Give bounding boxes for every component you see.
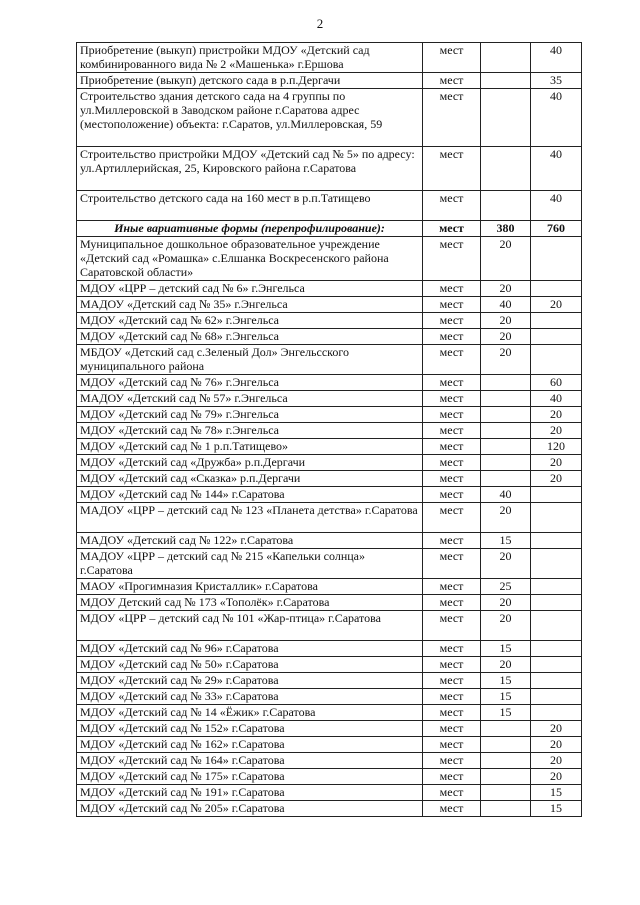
row-unit-cell: мест — [423, 549, 481, 579]
row-unit-cell: мест — [423, 191, 481, 221]
row-value1-cell: 20 — [481, 237, 531, 281]
row-value2-cell — [531, 673, 582, 689]
row-value2-cell — [531, 657, 582, 673]
row-unit-cell: мест — [423, 487, 481, 503]
row-name-cell: МДОУ «ЦРР – детский сад № 101 «Жар-птица» г.Саратова — [77, 611, 423, 641]
row-name-cell: МДОУ «Детский сад № 78» г.Энгельса — [77, 423, 423, 439]
row-value1-cell — [481, 191, 531, 221]
row-value2-cell — [531, 705, 582, 721]
row-value2-cell: 20 — [531, 737, 582, 753]
table-row — [77, 721, 582, 737]
row-unit-cell: мест — [423, 673, 481, 689]
table-row — [77, 345, 582, 375]
row-value1-cell — [481, 471, 531, 487]
table-row — [77, 407, 582, 423]
table-body — [77, 43, 582, 817]
row-unit-cell: мест — [423, 391, 481, 407]
row-name-cell: Строительство здания детского сада на 4 группы по ул.Миллеровской в Заводском районе г.Саратова адрес (местоположение) объекта: г.Саратов, ул.Миллеровская, 59 — [77, 89, 423, 147]
table-row — [77, 375, 582, 391]
row-value1-cell — [481, 737, 531, 753]
table-row — [77, 391, 582, 407]
row-value1-cell: 20 — [481, 549, 531, 579]
table-row — [77, 673, 582, 689]
row-value1-cell — [481, 785, 531, 801]
table-row — [77, 471, 582, 487]
table-row — [77, 595, 582, 611]
row-value1-cell: 25 — [481, 579, 531, 595]
row-value1-cell: 20 — [481, 345, 531, 375]
row-unit-cell: мест — [423, 407, 481, 423]
row-value2-cell — [531, 549, 582, 579]
page-number: 2 — [316, 16, 324, 31]
row-name-cell: МДОУ «Детский сад № 205» г.Саратова — [77, 801, 423, 817]
table-row — [77, 297, 582, 313]
row-value1-cell — [481, 801, 531, 817]
row-value2-cell — [531, 641, 582, 657]
table-row — [77, 487, 582, 503]
table-row — [77, 147, 582, 191]
row-name-cell: МДОУ «Детский сад № 96» г.Саратова — [77, 641, 423, 657]
row-value2-cell: 40 — [531, 191, 582, 221]
row-value2-cell: 20 — [531, 455, 582, 471]
row-value1-cell — [481, 407, 531, 423]
row-value2-cell — [531, 611, 582, 641]
row-value1-cell — [481, 73, 531, 89]
row-value1-cell — [481, 391, 531, 407]
row-value2-cell — [531, 487, 582, 503]
table-row — [77, 329, 582, 345]
table-row — [77, 73, 582, 89]
table-row — [77, 89, 582, 147]
row-value1-cell — [481, 769, 531, 785]
row-value2-cell: 120 — [531, 439, 582, 455]
row-value1-cell: 20 — [481, 657, 531, 673]
row-name-cell: Приобретение (выкуп) детского сада в р.п.Дергачи — [77, 73, 423, 89]
row-name-cell: МАДОУ «Детский сад № 57» г.Энгельса — [77, 391, 423, 407]
row-name-cell: МДОУ «Детский сад № 191» г.Саратова — [77, 785, 423, 801]
row-name-cell: МДОУ «Детский сад № 164» г.Саратова — [77, 753, 423, 769]
row-unit-cell: мест — [423, 237, 481, 281]
row-value2-cell: 20 — [531, 721, 582, 737]
row-value2-cell: 35 — [531, 73, 582, 89]
row-value1-cell: 40 — [481, 487, 531, 503]
row-value1-cell — [481, 147, 531, 191]
table-row — [77, 785, 582, 801]
row-value2-cell: 60 — [531, 375, 582, 391]
table-row — [77, 657, 582, 673]
table-row — [77, 611, 582, 641]
row-name-cell: МАДОУ «ЦРР – детский сад № 123 «Планета детства» г.Саратова — [77, 503, 423, 533]
row-unit-cell: мест — [423, 579, 481, 595]
row-unit-cell: мест — [423, 375, 481, 391]
row-name-cell: МДОУ «Детский сад № 62» г.Энгельса — [77, 313, 423, 329]
row-value2-cell: 760 — [531, 221, 582, 237]
row-value1-cell: 15 — [481, 533, 531, 549]
row-name-cell: МДОУ «Детский сад № 144» г.Саратова — [77, 487, 423, 503]
row-value2-cell: 15 — [531, 785, 582, 801]
row-name-cell: Муниципальное дошкольное образовательное учреждение «Детский сад «Ромашка» с.Елшанка Воскресенского района Саратовской области» — [77, 237, 423, 281]
row-name-cell: МАОУ «Прогимназия Кристаллик» г.Саратова — [77, 579, 423, 595]
row-value2-cell: 15 — [531, 801, 582, 817]
row-value1-cell — [481, 721, 531, 737]
row-value2-cell — [531, 281, 582, 297]
row-value2-cell — [531, 313, 582, 329]
row-unit-cell: мест — [423, 423, 481, 439]
table-row — [77, 641, 582, 657]
row-unit-cell: мест — [423, 455, 481, 471]
row-name-cell: МДОУ «Детский сад № 68» г.Энгельса — [77, 329, 423, 345]
row-value2-cell — [531, 345, 582, 375]
row-value2-cell: 20 — [531, 407, 582, 423]
table-row — [77, 423, 582, 439]
row-unit-cell: мест — [423, 329, 481, 345]
row-unit-cell: мест — [423, 147, 481, 191]
row-value2-cell — [531, 503, 582, 533]
row-name-cell: МДОУ «Детский сад № 29» г.Саратова — [77, 673, 423, 689]
row-name-cell: МДОУ «Детский сад № 79» г.Энгельса — [77, 407, 423, 423]
row-name-cell: Строительство детского сада на 160 мест в р.п.Татищево — [77, 191, 423, 221]
row-unit-cell: мест — [423, 297, 481, 313]
table-row — [77, 753, 582, 769]
row-name-cell: МАДОУ «Детский сад № 35» г.Энгельса — [77, 297, 423, 313]
row-value2-cell: 20 — [531, 297, 582, 313]
row-unit-cell: мест — [423, 641, 481, 657]
row-unit-cell: мест — [423, 221, 481, 237]
row-value1-cell: 15 — [481, 673, 531, 689]
row-unit-cell: мест — [423, 769, 481, 785]
row-value1-cell: 40 — [481, 297, 531, 313]
table-row — [77, 281, 582, 297]
row-name-cell: МАДОУ «Детский сад № 122» г.Саратова — [77, 533, 423, 549]
row-unit-cell: мест — [423, 801, 481, 817]
row-name-cell: МДОУ «Детский сад «Дружба» р.п.Дергачи — [77, 455, 423, 471]
table-row — [77, 221, 582, 237]
row-value2-cell — [531, 237, 582, 281]
row-value2-cell: 40 — [531, 391, 582, 407]
row-name-cell: МАДОУ «ЦРР – детский сад № 215 «Капельки солнца» г.Саратова — [77, 549, 423, 579]
row-name-cell: МДОУ «Детский сад № 175» г.Саратова — [77, 769, 423, 785]
table-row — [77, 579, 582, 595]
row-unit-cell: мест — [423, 345, 481, 375]
row-value2-cell — [531, 533, 582, 549]
row-value2-cell: 40 — [531, 147, 582, 191]
row-name-cell: МБДОУ «Детский сад с.Зеленый Дол» Энгельсского муниципального района — [77, 345, 423, 375]
row-value1-cell — [481, 89, 531, 147]
row-value1-cell — [481, 439, 531, 455]
row-value2-cell: 40 — [531, 89, 582, 147]
row-name-cell: МДОУ «Детский сад № 76» г.Энгельса — [77, 375, 423, 391]
row-value2-cell: 20 — [531, 753, 582, 769]
row-name-cell: Строительство пристройки МДОУ «Детский сад № 5» по адресу: ул.Артиллерийская, 25, Кировского района г.Саратова — [77, 147, 423, 191]
row-value1-cell: 380 — [481, 221, 531, 237]
row-value1-cell — [481, 753, 531, 769]
table-row — [77, 313, 582, 329]
row-unit-cell: мест — [423, 737, 481, 753]
table-row — [77, 455, 582, 471]
row-value1-cell: 20 — [481, 611, 531, 641]
row-unit-cell: мест — [423, 281, 481, 297]
row-value2-cell — [531, 579, 582, 595]
row-unit-cell: мест — [423, 705, 481, 721]
row-value1-cell — [481, 43, 531, 73]
row-name-cell: Иные вариативные формы (перепрофилирование): — [77, 221, 423, 237]
row-unit-cell: мест — [423, 753, 481, 769]
row-unit-cell: мест — [423, 439, 481, 455]
row-name-cell: МДОУ «Детский сад «Сказка» р.п.Дергачи — [77, 471, 423, 487]
row-value1-cell — [481, 455, 531, 471]
table-row — [77, 705, 582, 721]
row-unit-cell: мест — [423, 595, 481, 611]
row-value2-cell: 20 — [531, 769, 582, 785]
row-value1-cell: 20 — [481, 595, 531, 611]
table-row — [77, 769, 582, 785]
table-row — [77, 237, 582, 281]
row-name-cell: МДОУ «Детский сад № 1 р.п.Татищево» — [77, 439, 423, 455]
row-unit-cell: мест — [423, 471, 481, 487]
row-value2-cell: 20 — [531, 423, 582, 439]
row-value1-cell: 20 — [481, 503, 531, 533]
row-value1-cell: 15 — [481, 705, 531, 721]
row-value2-cell — [531, 595, 582, 611]
places-table — [76, 42, 582, 817]
row-value2-cell — [531, 329, 582, 345]
row-value2-cell: 20 — [531, 471, 582, 487]
row-name-cell: МДОУ «Детский сад № 33» г.Саратова — [77, 689, 423, 705]
row-unit-cell: мест — [423, 689, 481, 705]
row-name-cell: МДОУ «Детский сад № 50» г.Саратова — [77, 657, 423, 673]
row-value1-cell: 20 — [481, 329, 531, 345]
row-unit-cell: мест — [423, 785, 481, 801]
table-row — [77, 439, 582, 455]
table-row — [77, 191, 582, 221]
row-unit-cell: мест — [423, 43, 481, 73]
row-name-cell: МДОУ «Детский сад № 162» г.Саратова — [77, 737, 423, 753]
row-name-cell: МДОУ «Детский сад № 152» г.Саратова — [77, 721, 423, 737]
table-row — [77, 801, 582, 817]
row-value2-cell — [531, 689, 582, 705]
row-unit-cell: мест — [423, 533, 481, 549]
row-unit-cell: мест — [423, 657, 481, 673]
row-value1-cell: 15 — [481, 689, 531, 705]
row-unit-cell: мест — [423, 503, 481, 533]
row-name-cell: Приобретение (выкуп) пристройки МДОУ «Детский сад комбинированного вида № 2 «Машенька» г.Ершова — [77, 43, 423, 73]
row-name-cell: МДОУ «ЦРР – детский сад № 6» г.Энгельса — [77, 281, 423, 297]
row-unit-cell: мест — [423, 73, 481, 89]
row-value2-cell: 40 — [531, 43, 582, 73]
table-row — [77, 737, 582, 753]
row-value1-cell: 15 — [481, 641, 531, 657]
row-value1-cell: 20 — [481, 281, 531, 297]
row-name-cell: МДОУ «Детский сад № 14 «Ёжик» г.Саратова — [77, 705, 423, 721]
table-row — [77, 549, 582, 579]
table-row — [77, 503, 582, 533]
table-row — [77, 689, 582, 705]
table-row — [77, 43, 582, 73]
row-unit-cell: мест — [423, 611, 481, 641]
table-row — [77, 533, 582, 549]
row-value1-cell: 20 — [481, 313, 531, 329]
row-unit-cell: мест — [423, 89, 481, 147]
row-value1-cell — [481, 375, 531, 391]
row-name-cell: МДОУ Детский сад № 173 «Тополёк» г.Саратова — [77, 595, 423, 611]
row-unit-cell: мест — [423, 313, 481, 329]
row-value1-cell — [481, 423, 531, 439]
row-unit-cell: мест — [423, 721, 481, 737]
